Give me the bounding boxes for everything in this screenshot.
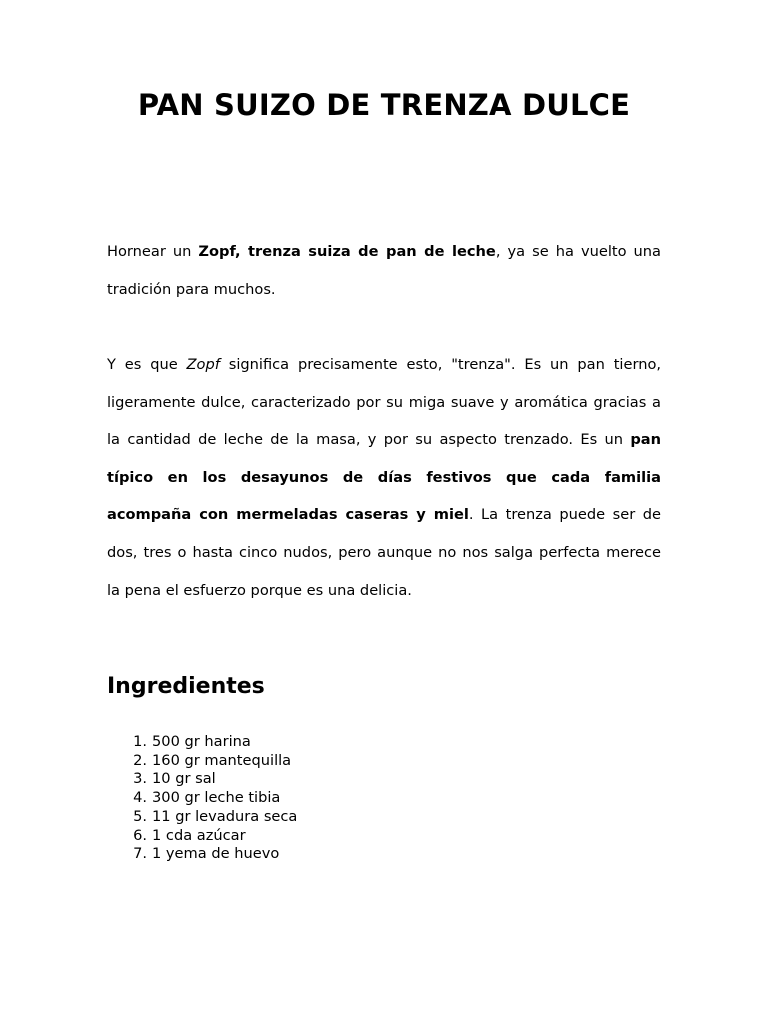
list-item [107, 845, 297, 864]
list-item [107, 808, 297, 827]
list-item-text: 11 gr levadura seca [152, 807, 298, 825]
ingredients-heading: Ingredientes [107, 674, 265, 699]
list-item-number: 1. [133, 733, 147, 750]
list-item-number: 3. [133, 770, 147, 788]
description-text-3: . La trenza puede ser de dos, tres o hasta cinco nudos, pero aunque no nos salga perfecta merece la pena el esfuerzo porque es una delicia. [107, 506, 661, 599]
list-item-number: 7. [133, 845, 147, 863]
description-italic-zopf: Zopf [186, 356, 220, 373]
list-item-number: 6. [133, 826, 147, 844]
list-item [107, 789, 297, 808]
list-item [107, 733, 297, 752]
intro-bold-zopf: Zopf, trenza suiza de pan de leche [198, 243, 496, 260]
ingredients-list [107, 733, 297, 864]
list-item-text: 500 gr harina [152, 733, 251, 750]
list-item [107, 770, 297, 789]
description-bold-text: pan típico en los desayunos de días festivos que cada familia acompaña con mermeladas caseras y miel [107, 431, 661, 524]
list-item-number: 4. [133, 789, 147, 807]
list-item-text: 10 gr sal [152, 770, 216, 788]
list-item-number: 2. [133, 751, 147, 769]
description-text-2: significa precisamente esto, "trenza". Es un pan tierno, ligeramente dulce, caracterizado por su miga suave y aromática gracias a la cantidad de leche de la masa, y por su aspecto trenzado. Es un [107, 356, 662, 449]
intro-paragraph [107, 233, 661, 308]
list-item-number: 5. [133, 807, 147, 825]
description-paragraph [107, 346, 661, 609]
list-item-text: 1 cda azúcar [152, 826, 246, 844]
list-item-text: 300 gr leche tibia [152, 789, 281, 807]
list-item [107, 752, 297, 771]
list-item [107, 827, 297, 846]
intro-text-2: , ya se ha vuelto una tradición para muchos. [107, 243, 661, 298]
intro-text-1: Hornear un [107, 243, 199, 260]
description-text-1: Y es que [107, 356, 187, 373]
page-title: PAN SUIZO DE TRENZA DULCE [137, 88, 631, 122]
list-item-text: 1 yema de huevo [152, 845, 280, 863]
list-item-text: 160 gr mantequilla [152, 751, 292, 769]
